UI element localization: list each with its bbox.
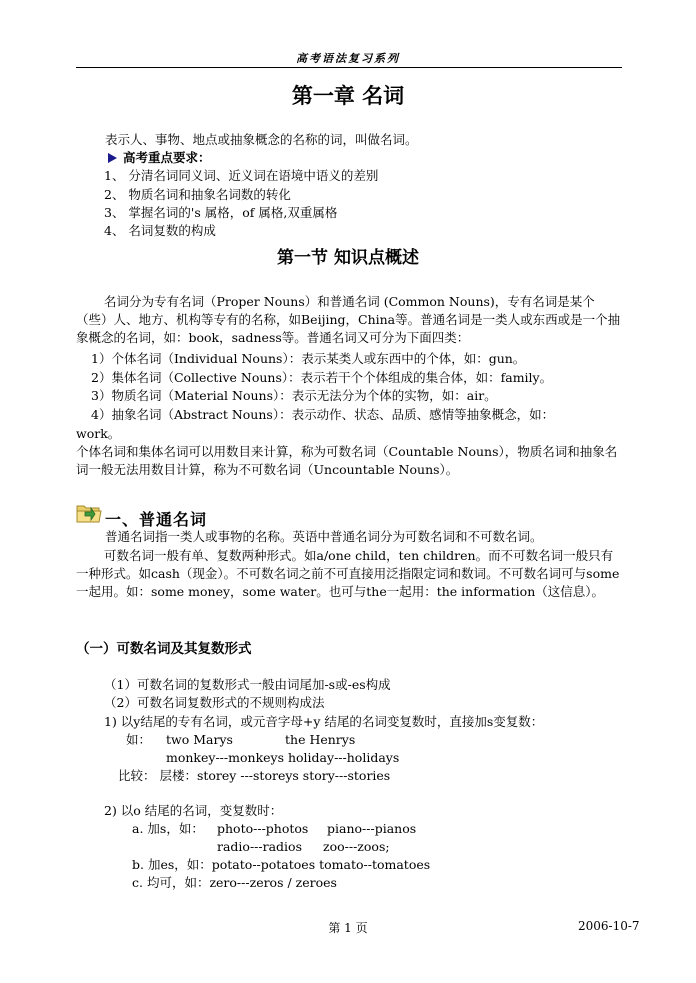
folder-icon (76, 502, 102, 524)
y-ending-rule: 1) 以y结尾的专有名词，或元音字母+y 结尾的名词变复数时，直接加s变复数： (104, 714, 544, 729)
noun-type-item: 1）个体名词（Individual Nouns）：表示某类人或东西中的个体，如：gun。 (91, 351, 526, 366)
key-point-item: 3、 掌握名词的's 属格，of 属格,双重属格 (104, 205, 338, 220)
o-rule-b: b. 加es，如：potato--potatoes tomato--tomatoes (132, 857, 431, 872)
compare-line: 比较： 层楼：storey ---storeys story---stories (118, 768, 391, 783)
o-rule-c: c. 均可，如：zero---zeros / zeroes (132, 875, 337, 890)
footer-date: 2006-10-7 (578, 919, 640, 933)
noun-type-item: 2）集体名词（Collective Nouns）：表示若干个个体组成的集合体，如：family。 (91, 370, 553, 385)
common-nouns-line: 普通名词指一类人或事物的名称。英语中普通名词分为可数名词和不可数名词。 (105, 529, 543, 544)
example-word: two Marys (166, 732, 233, 747)
example-word: radio---radios (217, 839, 302, 854)
noun-type-item: 4）抽象名词（Abstract Nouns）：表示动作、状态、品质、感情等抽象概念，如： (91, 407, 555, 422)
key-points-heading (108, 149, 211, 167)
key-point-item: 4、 名词复数的构成 (104, 223, 216, 238)
overview-paragraph: 名词分为专有名词（Proper Nouns）和普通名词 (Common Nouns)，专有名词是某个（些）人、地方、机构等专有的名称，如Beijing，China等。普通名词是一类人或东西或是一个抽象概念的名词，如：book，sadness等。普通名词又可分为下面四类： (76, 294, 621, 345)
chapter-title: 第一章 名词 (291, 84, 405, 108)
o-rule-a-label: a. 加s，如： (132, 821, 204, 836)
key-points-title: 高考重点要求： (123, 150, 211, 165)
triangle-bullet-icon (108, 153, 117, 163)
example-line: monkey---monkeys holiday---holidays (166, 750, 400, 765)
countable-paragraph: 可数名词一般有单、复数两种形式。如a/one child，ten children。而不可数名词一般只有一种形式。如cash（现金）。不可数名词之前不可直接用泛指限定词和数词。不可数名词可与some一起用。如：some money，some water。也可与the一起用：the information（这信息）。 (76, 548, 620, 599)
example-word: zoo---zoos; (323, 839, 390, 854)
plural-rule: （1）可数名词的复数形式一般由词尾加-s或-es构成 (104, 677, 391, 692)
plural-forms-title: （一）可数名词及其复数形式 (76, 641, 252, 657)
example-word: piano---pianos (327, 821, 417, 836)
section-title: 第一节 知识点概述 (277, 248, 419, 268)
running-header: 高考语法复习系列 (296, 52, 400, 65)
example-label: 如： (126, 732, 152, 747)
example-word: the Henrys (285, 732, 356, 747)
page-number: 第 1 页 (328, 921, 368, 935)
plural-rule: （2）可数名词复数形式的不规则构成法 (104, 695, 325, 710)
example-word: photo---photos (217, 821, 309, 836)
key-point-item: 2、 物质名词和抽象名词数的转化 (104, 187, 291, 202)
common-nouns-title: 一、普通名词 (105, 510, 208, 529)
noun-type-item: 3）物质名词（Material Nouns）：表示无法分为个体的实物，如：air。 (91, 388, 497, 403)
intro-line: 表示人、事物、地点或抽象概念的名称的词，叫做名词。 (105, 132, 418, 147)
key-point-item: 1、 分清名词同义词、近义词在语境中语义的差别 (104, 168, 379, 183)
o-ending-rule: 2) 以o 结尾的名词，变复数时： (104, 803, 283, 818)
noun-type-continuation: work。 (76, 426, 121, 441)
header-rule (76, 67, 622, 68)
countable-summary: 个体名词和集体名词可以用数目来计算，称为可数名词（Countable Nouns），物质名词和抽象名词一般无法用数目计算，称为不可数名词（Uncountable Nouns）。 (76, 444, 618, 477)
